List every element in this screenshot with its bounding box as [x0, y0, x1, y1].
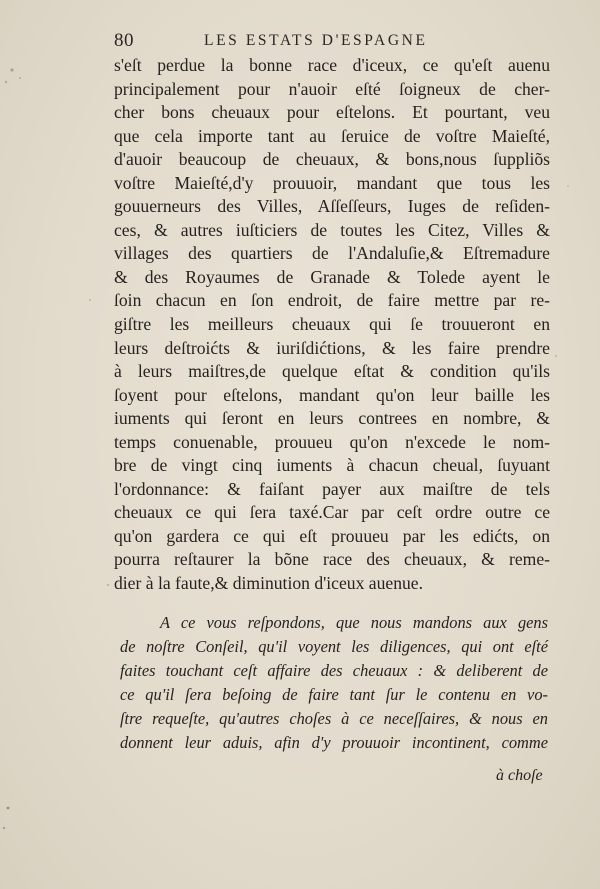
reply-line: donnent leur aduis, afin d'y prouuoir incontinent, comme	[120, 733, 548, 753]
text-line: principalement pour n'auoir eſté ſoigneux de cher-	[114, 78, 550, 99]
text-line: cheuaux ce qui ſera taxé.Car par ceſt ordre outre ce	[114, 502, 550, 523]
text-line: temps conuenable, prouueu qu'on n'excede le nom-	[114, 431, 550, 452]
text-line: l'ordonnance: & faiſant payer aux maiſtre de tels	[114, 478, 550, 499]
text-line: ſoyent pour eſtelons, mandant qu'on leur baille les	[114, 384, 550, 405]
page-header	[114, 30, 554, 52]
reply-line: ſtre requeſte, qu'autres choſes à ce neceſſaires, & nous en	[120, 709, 548, 729]
text-line: à leurs maiſtres,de quelque eſtat & condition qu'ils	[114, 361, 550, 382]
reply-paragraph	[120, 611, 548, 756]
text-line: dier à la faute,& diminution d'iceux auenue.	[114, 573, 423, 594]
text-line: iuments qui ſeront en leurs contrees en nombre, &	[114, 408, 550, 429]
reply-line: ce qu'il ſera beſoing de faire tant ſur le contenu en vo-	[120, 685, 548, 705]
text-line: villages des quartiers de l'Andaluſie,& Eſtremadure	[114, 243, 550, 264]
text-line: cher bons cheuaux pour eſtelons. Et pourtant, veu	[114, 102, 550, 123]
text-line: voſtre Maieſté,d'y prouuoir, mandant que tous les	[114, 172, 550, 193]
running-head: LES ESTATS D'ESPAGNE	[204, 32, 428, 49]
text-line: pourra reſtaurer la bõne race des cheuaux, & reme-	[114, 549, 550, 570]
text-line: qu'on gardera ce qui eſt prouueu par les edićts, on	[114, 525, 550, 546]
text-line: gouuerneurs des Villes, Aſſeſſeurs, Iuges de reſiden-	[114, 196, 550, 217]
catchword: à choſe	[496, 767, 543, 784]
reply-line: A ce vous reſpondons, que nous mandons aux gens	[160, 613, 548, 632]
text-line: s'eſt perdue la bonne race d'iceux, ce qu'eſt auenu	[114, 55, 550, 75]
reply-line: de noſtre Conſeil, qu'il voyent les diligences, qui ont eſté	[120, 637, 548, 657]
text-line: ſoin chacun en ſon endroit, de faire mettre par re-	[114, 290, 550, 311]
text-line: d'auoir beaucoup de cheuaux, & bons,nous ſuppliõs	[114, 149, 550, 170]
text-line: que cela importe tant au ſeruice de voſtre Maieſté,	[114, 125, 550, 146]
text-line: bre de vingt cinq iuments à chacun cheual, ſuyuant	[114, 455, 550, 476]
text-line: leurs deſtroićts & iuriſdićtions, & les faire prendre	[114, 337, 550, 358]
reply-line: faites touchant ceſt affaire des cheuaux : & deliberent de	[120, 661, 548, 681]
page-number: 80	[114, 30, 134, 51]
text-line: ces, & autres iuſticiers de toutes les Citez, Villes &	[114, 219, 550, 240]
text-line: & des Royaumes de Granade & Tolede ayent le	[114, 266, 550, 287]
body-paragraph	[114, 54, 550, 596]
text-line: giſtre les meilleurs cheuaux qui ſe trouueront en	[114, 314, 550, 335]
